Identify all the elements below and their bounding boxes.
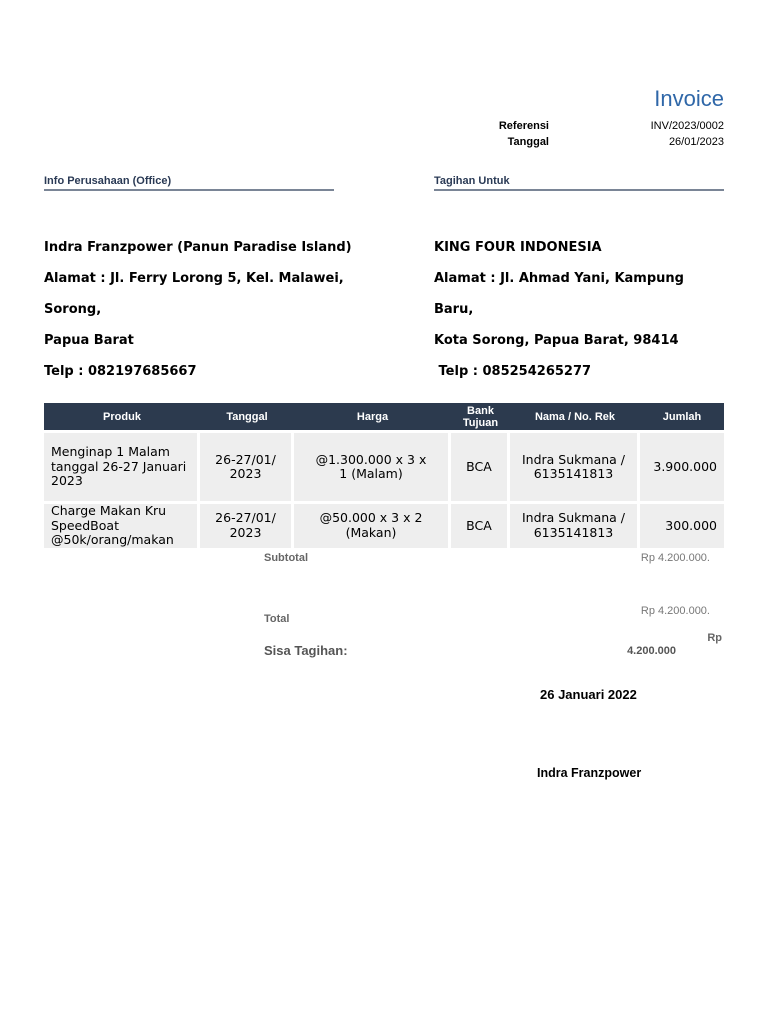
total-label: Total bbox=[264, 613, 290, 625]
sender-address bbox=[44, 224, 424, 395]
cell-harga: @1.300.000 x 3 x 1 (Malam) bbox=[294, 430, 451, 504]
header-jumlah: Jumlah bbox=[640, 403, 724, 430]
cell-harga: @50.000 x 3 x 2 (Makan) bbox=[294, 504, 451, 551]
sender-divider bbox=[44, 189, 334, 191]
recipient-name: KING FOUR INDONESIA bbox=[434, 239, 602, 255]
recipient-divider bbox=[434, 189, 724, 191]
tanggal-value: 26/01/2023 bbox=[668, 136, 724, 148]
recipient-phone: Telp : 085254265277 bbox=[434, 363, 592, 379]
recipient-address bbox=[434, 224, 734, 395]
sisa-currency: Rp bbox=[707, 632, 722, 644]
cell-produk: Charge Makan Kru SpeedBoat @50k/orang/makan bbox=[44, 504, 200, 551]
recipient-city: Kota Sorong, Papua Barat, 98414 bbox=[434, 332, 679, 348]
table-row bbox=[44, 504, 724, 551]
cell-bank: BCA bbox=[451, 504, 510, 551]
header-harga: Harga bbox=[294, 403, 451, 430]
sisa-tagihan-value: 4.200.000 bbox=[627, 645, 676, 657]
header-tanggal: Tanggal bbox=[200, 403, 294, 430]
sender-province: Papua Barat bbox=[44, 332, 134, 348]
cell-jumlah: 300.000 bbox=[640, 504, 724, 551]
signature-date: 26 Januari 2022 bbox=[540, 687, 637, 702]
sisa-tagihan-label: Sisa Tagihan: bbox=[264, 643, 348, 658]
subtotal-label: Subtotal bbox=[264, 552, 308, 564]
recipient-address-line: Alamat : Jl. Ahmad Yani, Kampung bbox=[434, 270, 684, 286]
cell-tanggal: 26-27/01/2023 bbox=[200, 504, 294, 551]
sender-heading: Info Perusahaan (Office) bbox=[44, 175, 172, 187]
header-rekening: Nama / No. Rek bbox=[510, 403, 640, 430]
referensi-value: INV/2023/0002 bbox=[650, 120, 724, 132]
sender-city: Sorong, bbox=[44, 301, 102, 317]
sender-phone: Telp : 082197685667 bbox=[44, 363, 197, 379]
recipient-district: Baru, bbox=[434, 301, 474, 317]
cell-tanggal: 26-27/01/2023 bbox=[200, 430, 294, 504]
table-row bbox=[44, 430, 724, 504]
cell-produk: Menginap 1 Malam tanggal 26-27 Januari 2023 bbox=[44, 430, 200, 504]
cell-bank: BCA bbox=[451, 430, 510, 504]
tanggal-label: Tanggal bbox=[507, 136, 549, 148]
header-bank-tujuan: Bank Tujuan bbox=[451, 403, 510, 430]
total-value: Rp 4.200.000. bbox=[640, 605, 710, 617]
invoice-title: Invoice bbox=[654, 86, 724, 111]
referensi-label: Referensi bbox=[498, 120, 549, 132]
signature-name: Indra Franzpower bbox=[537, 766, 642, 780]
recipient-heading: Tagihan Untuk bbox=[434, 175, 510, 187]
table-header-row bbox=[44, 403, 724, 430]
cell-jumlah: 3.900.000 bbox=[640, 430, 724, 504]
header-produk: Produk bbox=[44, 403, 200, 430]
sender-address-line: Alamat : Jl. Ferry Lorong 5, Kel. Malawei, bbox=[44, 270, 344, 286]
sender-name: Indra Franzpower (Panun Paradise Island) bbox=[44, 239, 352, 255]
items-table bbox=[44, 403, 724, 551]
cell-rekening: Indra Sukmana / 6135141813 bbox=[510, 504, 640, 551]
subtotal-value: Rp 4.200.000. bbox=[640, 552, 710, 564]
cell-rekening: Indra Sukmana / 6135141813 bbox=[510, 430, 640, 504]
